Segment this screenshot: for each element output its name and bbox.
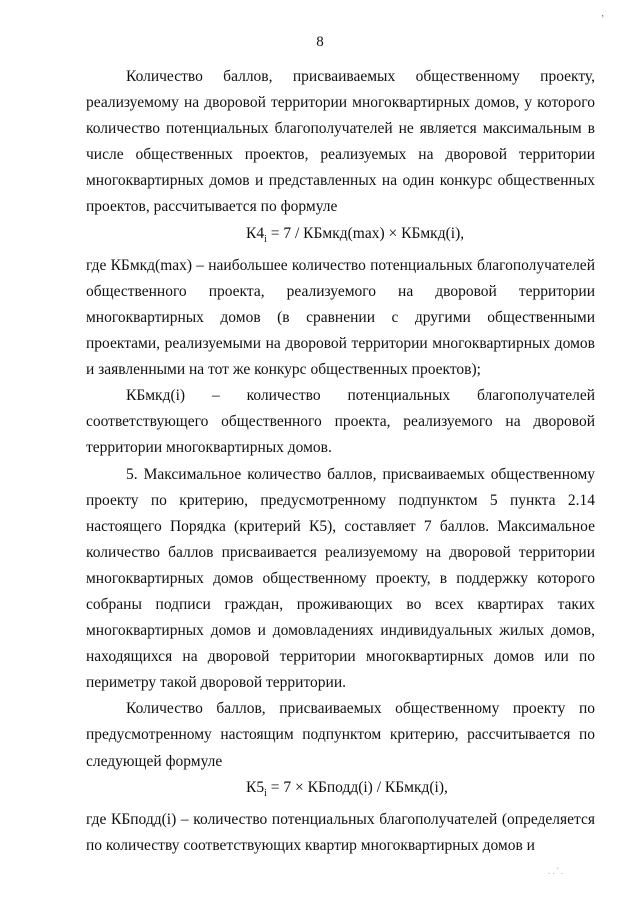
paragraph-kbpodd: где КБподд(i) – количество потенциальных благополучателей (определяется по количеству соответствующих квартир многоквартирных домов и: [86, 810, 595, 854]
scan-mark: ,: [601, 8, 604, 19]
page-number: 8: [316, 34, 324, 50]
formula-k4-expression: = 7 / КБмкд(max) × КБмкд(i),: [266, 224, 465, 242]
formula-k4: [86, 221, 595, 253]
formula-k4-subscript: i: [264, 233, 267, 245]
paragraph-kbmkd-max: где КБмкд(max) – наибольшее количество потенциальных благополучателей общественного проекта, реализуемого на дворовой территории многоквартирных домов (в сравнении с другими общественными проектами, реализуемыми на дворовой территории многоквартирных домов и заявленными на тот же конкурс общественных проектов);: [86, 256, 595, 379]
document-body: [86, 64, 595, 859]
formula-k5: [86, 775, 595, 807]
paragraph-item-5: 5. Максимальное количество баллов, присваиваемых общественному проекту по критерию, предусмотренному подпунктом 5 пункта 2.14 настоящего Порядка (критерий К5), составляет 7 баллов. Максимальное количество баллов присваивается реализуемому на дворовой территории многоквартирных домов общественному проекту, в поддержку которого собраны подписи граждан, проживающих во всех квартирах таких многоквартирных домов и домовладениях индивидуальных жилых домов, находящихся на дворовой территории многоквартирных домов или по периметру такой дворовой территории.: [86, 465, 595, 692]
scan-noise: . . ' .: [548, 866, 564, 876]
paragraph-k4-intro: Количество баллов, присваиваемых общественному проекту, реализуемому на дворовой территории многоквартирных домов, у которого количество потенциальных благополучателей не является максимальным в числе общественных проектов, реализуемых на дворовой территории многоквартирных домов и представленных на один конкурс общественных проектов, рассчитывается по формуле: [86, 68, 595, 216]
formula-k4-symbol: К4: [246, 224, 265, 242]
formula-k5-symbol: К5: [246, 778, 265, 796]
paragraph-k5-intro: Количество баллов, присваиваемых общественному проекту по предусмотренному настоящим подпунктом критерию, рассчитывается по следующей формуле: [86, 700, 595, 770]
formula-k5-subscript: i: [264, 787, 267, 799]
paragraph-kbmkd-i: КБмкд(i) – количество потенциальных благополучателей соответствующего общественного проекта, реализуемого на дворовой территории многоквартирных домов.: [86, 387, 595, 457]
formula-k5-expression: = 7 × КБподд(i) / КБмкд(i),: [266, 778, 448, 796]
